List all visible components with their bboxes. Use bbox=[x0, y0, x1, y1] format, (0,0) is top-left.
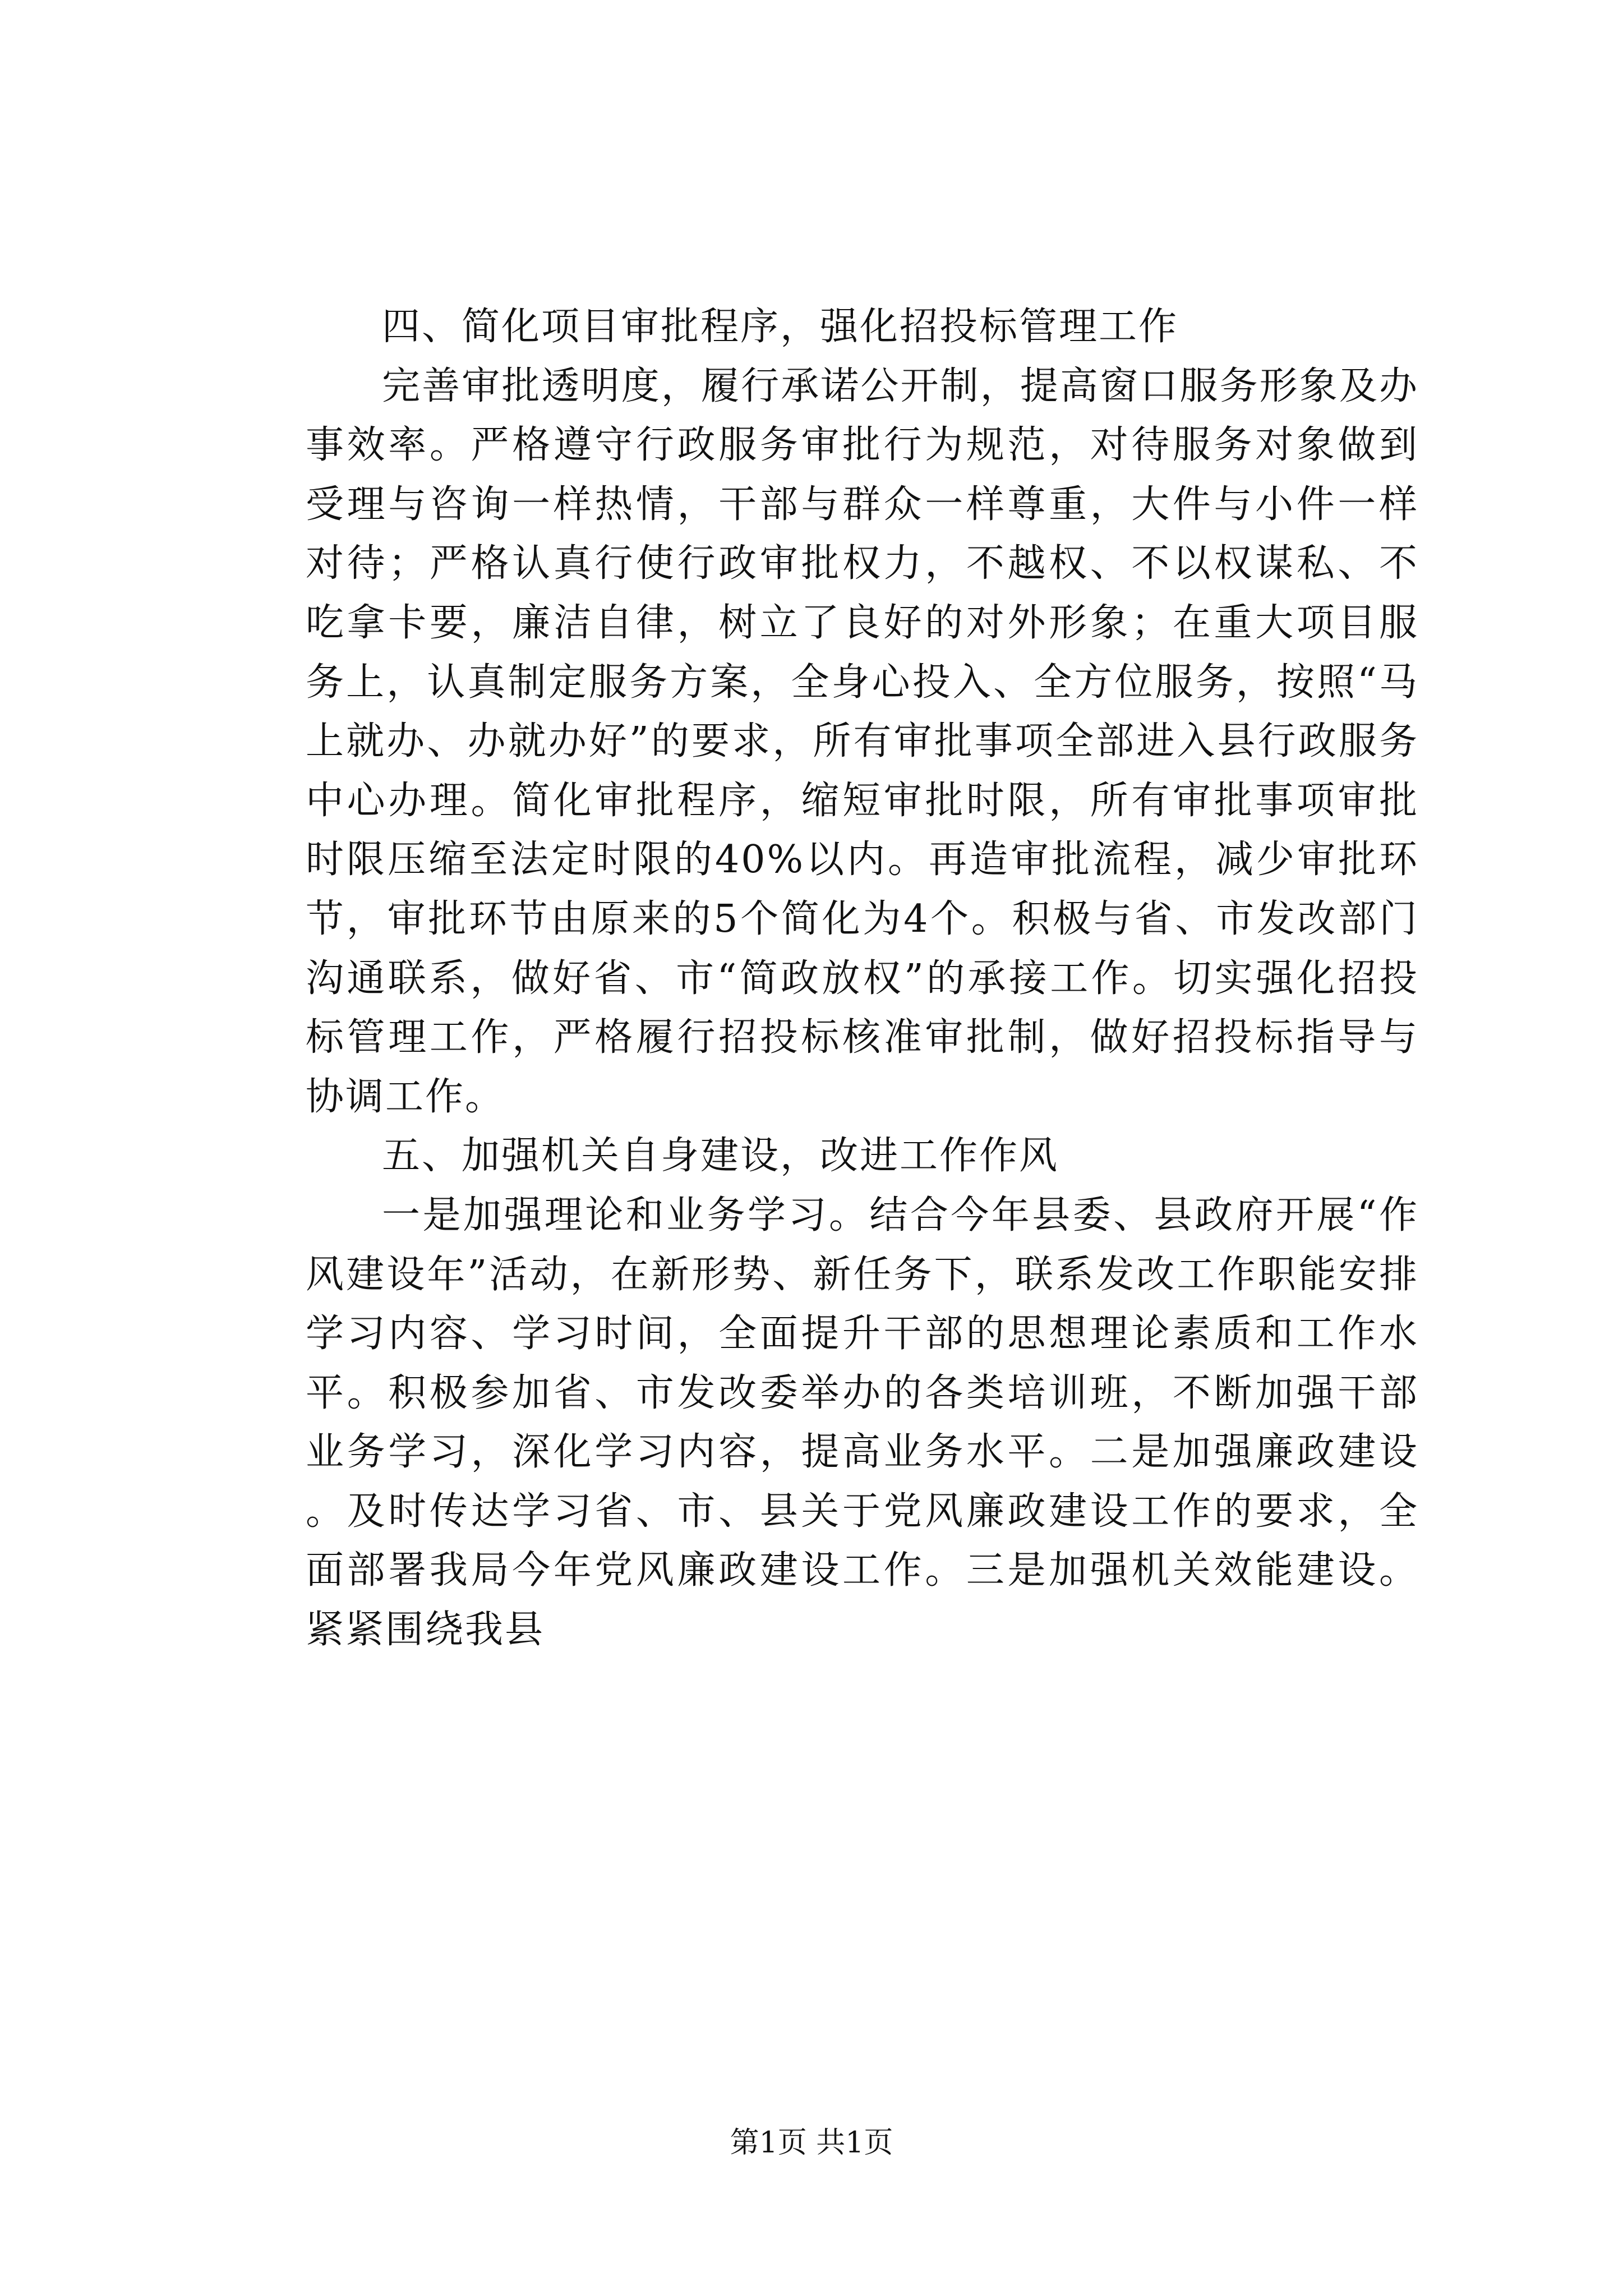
section-heading-4: 四、简化项目审批程序，强化招投标管理工作 bbox=[382, 305, 1179, 349]
section-paragraph-5: 一是加强理论和业务学习。结合今年县委、县政府开展“作风建设年”活动，在新形势、新任务下，联系发改工作职能安排学习内容、学习时间，全面提升干部的思想理论素质和工作水平。积极参加省、市发改委举办的各类培训班，不断加强干部业务学习，深化学习内容，提高业务水平。二是加强廉政建设。及时传达学习省、市、县关于党风廉政建设工作的要求，全面部署我局今年党风廉政建设工作。三是加强机关效能建设。紧紧围绕我县 bbox=[306, 1193, 1419, 1653]
document-body bbox=[306, 297, 1419, 1660]
section-paragraph-4: 完善审批透明度，履行承诺公开制，提高窗口服务形象及办事效率。严格遵守行政服务审批行为规范，对待服务对象做到受理与咨询一样热情，干部与群众一样尊重，大件与小件一样对待；严格认真行使行政审批权力，不越权、不以权谋私、不吃拿卡要，廉洁自律，树立了良好的对外形象；在重大项目服务上，认真制定服务方案，全身心投入、全方位服务，按照“马上就办、办就办好”的要求，所有审批事项全部进入县行政服务中心办理。简化审批程序，缩短审批时限，所有审批事项审批时限压缩至法定时限的40%以内。再造审批流程，减少审批环节，审批环节由原来的5个简化为4个。积极与省、市发改部门沟通联系，做好省、市“简政放权”的承接工作。切实强化招投标管理工作，严格履行招投标核准审批制，做好招投标指导与协调工作。 bbox=[306, 364, 1419, 1119]
section-heading-5: 五、加强机关自身建设，改进工作作风 bbox=[382, 1134, 1059, 1179]
page-footer: 第1页 共1页 bbox=[730, 2126, 893, 2160]
